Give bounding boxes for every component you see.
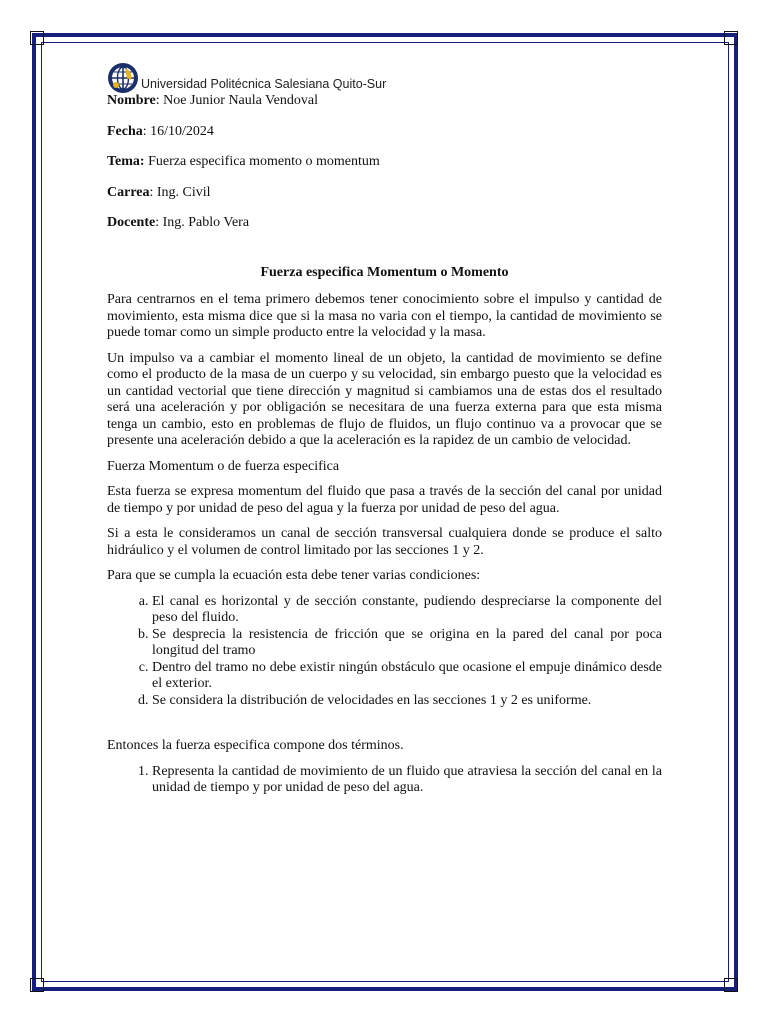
terms-list (107, 764, 662, 797)
corner-ornament-bottom-left (30, 978, 44, 992)
paragraph-6: Entonces la fuerza especifica compone dos términos. (107, 738, 404, 753)
student-info (107, 93, 662, 232)
corner-ornament-bottom-right (724, 978, 738, 992)
tema-value: Fuerza especifica momento o momentum (144, 154, 380, 169)
paragraph-1: Para centrarnos en el tema primero debemos tener conocimiento sobre el impulso y cantidad de movimiento, esta misma dice que si la masa no varia con el tiempo, la cantidad de movimiento se puede tomar como un simple producto entre la velocidad y la masa. (107, 292, 662, 340)
paragraph-4: Si a esta le consideramos un canal de sección transversal cualquiera donde se produce el salto hidráulico y el volumen de control limitado por las secciones 1 y 2. (107, 526, 662, 558)
fecha-label: Fecha (107, 123, 143, 139)
carrera-value: : Ing. Civil (149, 184, 211, 200)
docente-label: Docente (107, 215, 156, 230)
university-name: Universidad Politécnica Salesiana Quito-Sur (141, 77, 387, 91)
tema-label: Tema: (107, 154, 145, 169)
paragraph-2: Un impulso va a cambiar el momento lineal de un objeto, la cantidad de movimiento se define como el producto de la masa de un cuerpo y su velocidad, sin embargo puesto que la velocidad es un cantidad vectorial que tiene dirección y magnitud si cambiamos una de estas dos el resultado será una aceleración y por obligación se necesitara de una fuerza externa para que esta misma tenga un cambio, esto en problemas de flujo de fluidos, un flujo continuo va a provocar que se presente una aceleración debido a que la aceleración es la rapidez de un cambio de velocidad. (107, 350, 662, 448)
nombre-label: Nombre (107, 93, 156, 108)
meta-fecha (107, 124, 662, 141)
docente-value: : Ing. Pablo Vera (155, 215, 250, 230)
university-globe-logo-icon (107, 62, 139, 94)
corner-ornament-top-right (724, 31, 738, 45)
nombre-value: : Noe Junior Naula Vendoval (155, 93, 318, 108)
paragraph-5: Para que se cumpla la ecuación esta debe tener varias condiciones: (107, 568, 481, 583)
list-item: c. Dentro del tramo no debe existir ningún obstáculo que ocasione el empuje dinámico desde el exterior. (152, 660, 662, 693)
meta-nombre (107, 93, 662, 110)
meta-carrera (107, 185, 662, 202)
carrera-label: Carrea (107, 184, 150, 200)
document-page (107, 60, 662, 797)
meta-docente (107, 215, 662, 232)
list-item: b. Se desprecia la resistencia de fricción que se origina en la pared del canal por poca longitud del tramo (152, 627, 662, 660)
list-item: a. El canal es horizontal y de sección constante, pudiendo despreciarse la componente del peso del fluido. (152, 594, 662, 627)
corner-ornament-top-left (30, 31, 44, 45)
conditions-list (107, 594, 662, 710)
meta-tema (107, 154, 662, 171)
section-heading: Fuerza Momentum o de fuerza especifica (107, 458, 340, 474)
list-item: 1. Representa la cantidad de movimiento de un fluido que atraviesa la sección del canal en la unidad de tiempo y por unidad de peso del agua. (152, 764, 662, 797)
document-title: Fuerza especifica Momentum o Momento (260, 264, 509, 280)
fecha-value: : 16/10/2024 (142, 123, 214, 139)
document-header (107, 60, 662, 94)
paragraph-3: Esta fuerza se expresa momentum del fluido que pasa a través de la sección del canal por unidad de tiempo y por unidad de peso del agua y la fuerza por unidad de peso del agua. (107, 484, 662, 516)
list-item: d. Se considera la distribución de velocidades en las secciones 1 y 2 es uniforme. (152, 693, 662, 710)
